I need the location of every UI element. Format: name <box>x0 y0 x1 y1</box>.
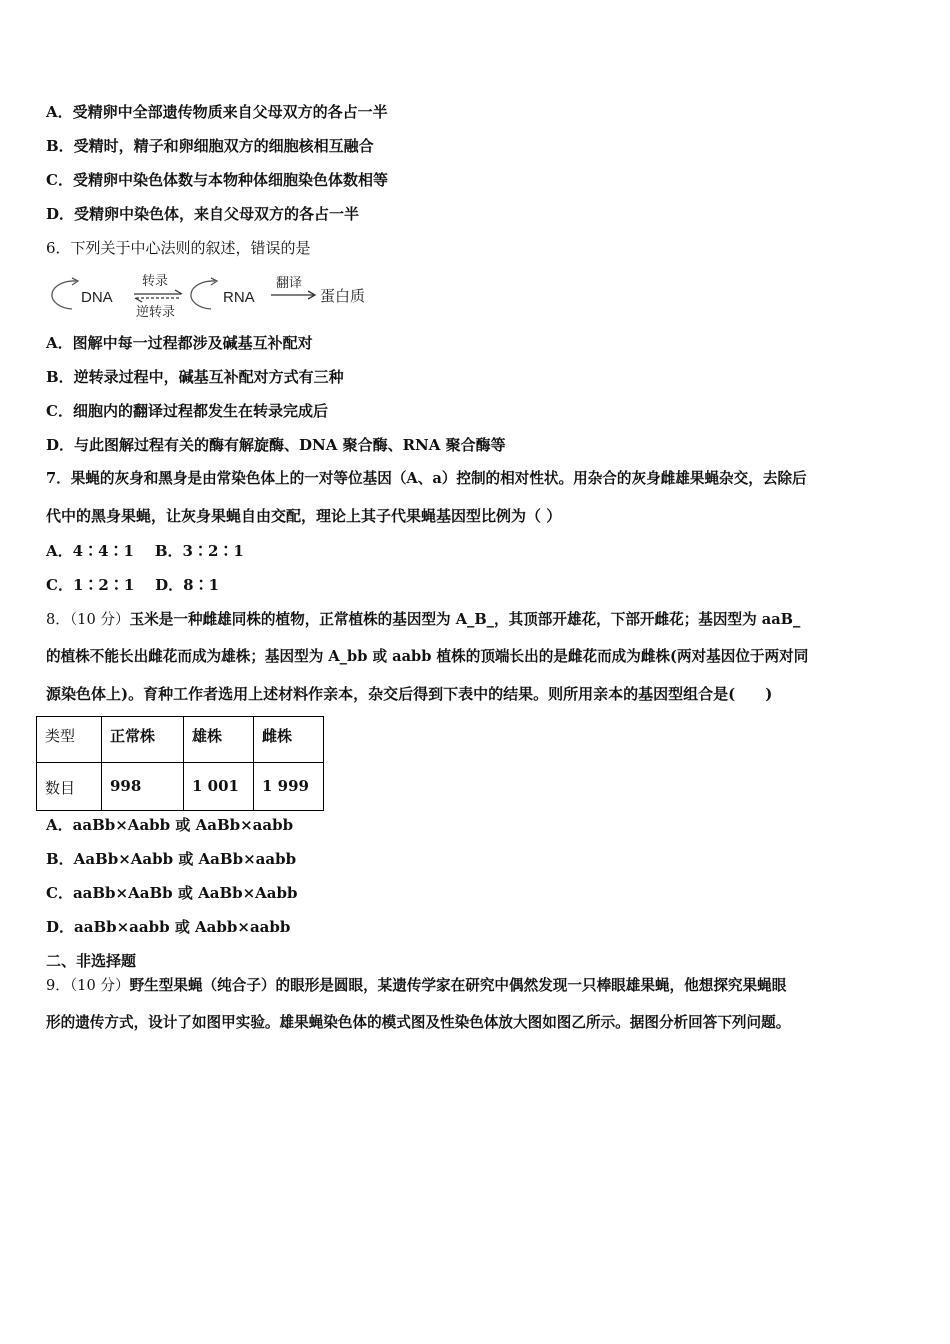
q8-option-b: B．AaBb×Aabb 或 AaBb×aabb <box>46 850 297 868</box>
dna-label: DNA <box>81 289 113 306</box>
q7-stem-line1: 7．果蝇的灰身和黑身是由常染色体上的一对等位基因（A、a）控制的相对性状。用杂合的灰身雌雄果蝇杂交，去除后 <box>46 470 807 487</box>
cell-normal-count: 998 <box>102 763 184 811</box>
table-row <box>37 763 324 811</box>
table-header-row <box>37 717 324 763</box>
q6-option-c: C．细胞内的翻译过程都发生在转录完成后 <box>46 402 328 420</box>
q6-option-b: B．逆转录过程中，碱基互补配对方式有三种 <box>46 368 344 386</box>
q9-stem-line1 <box>46 976 786 996</box>
q8-text-1: 玉米是一种雌雄同株的植物，正常植株的基因型为 A_B_，其顶部开雄花，下部开雌花；基因型为 aaB_ <box>129 611 801 628</box>
q8-stem-line1 <box>46 610 800 630</box>
q9-text-1: 野生型果蝇（纯合子）的眼形是圆眼，某遗传学家在研究中偶然发现一只棒眼雄果蝇，他想探究果蝇眼 <box>129 977 787 994</box>
q7-options-ab: A．4∶4∶1 B．3∶2∶1 <box>46 542 244 560</box>
central-dogma-diagram <box>46 270 386 322</box>
q5-option-b: B．受精时，精子和卵细胞双方的细胞核相互融合 <box>46 137 374 155</box>
q6-option-a: A．图解中每一过程都涉及碱基互补配对 <box>46 334 313 352</box>
q8-number: 8．（10 分） <box>46 611 130 628</box>
q5-option-a: A．受精卵中全部遗传物质来自父母双方的各占一半 <box>46 103 388 121</box>
cell-female-count: 1 999 <box>254 763 324 811</box>
q5-option-d: D．受精卵中染色体，来自父母双方的各占一半 <box>46 205 360 223</box>
q6-option-d: D．与此图解过程有关的酶有解旋酶、DNA 聚合酶、RNA 聚合酶等 <box>46 436 506 454</box>
section-heading: 二、非选择题 <box>46 952 137 970</box>
q7-options-cd: C．1∶2∶1 D．8∶1 <box>46 576 220 594</box>
cell-male-count: 1 001 <box>184 763 254 811</box>
protein-label: 蛋白质 <box>320 287 366 305</box>
header-male: 雄株 <box>184 717 254 763</box>
q8-stem-line3: 源染色体上)。育种工作者选用上述材料作亲本，杂交后得到下表中的结果。则所用亲本的基因型组合是( ) <box>46 685 773 703</box>
header-female: 雌株 <box>254 717 324 763</box>
q5-option-c: C．受精卵中染色体数与本物种体细胞染色体数相等 <box>46 171 388 189</box>
q8-option-d: D．aaBb×aabb 或 Aabb×aabb <box>46 918 291 936</box>
q9-number: 9．（10 分） <box>46 977 130 994</box>
transcription-label: 转录 <box>142 274 169 289</box>
q8-option-c: C．aaBb×AaBb 或 AaBb×Aabb <box>46 884 298 902</box>
cell-count-label: 数目 <box>37 763 102 811</box>
q8-option-a: A．aaBb×Aabb 或 AaBb×aabb <box>46 816 294 834</box>
header-normal: 正常株 <box>102 717 184 763</box>
q8-results-table <box>36 716 324 811</box>
q8-stem-line2: 的植株不能长出雌花而成为雄株；基因型为 A_bb 或 aabb 植株的顶端长出的是雌花而成为雌株(两对基因位于两对同 <box>46 648 809 665</box>
q7-stem-line2: 代中的黑身果蝇，让灰身果蝇自由交配，理论上其子代果蝇基因型比例为（ ） <box>46 507 562 525</box>
header-type: 类型 <box>37 717 102 763</box>
translation-label: 翻译 <box>276 276 303 291</box>
q6-stem: 6．下列关于中心法则的叙述，错误的是 <box>46 239 311 257</box>
q9-stem-line2: 形的遗传方式，设计了如图甲实验。雄果蝇染色体的模式图及性染色体放大图如图乙所示。据图分析回答下列问题。 <box>46 1014 791 1031</box>
rna-label: RNA <box>223 289 255 306</box>
reverse-transcription-label: 逆转录 <box>136 305 176 320</box>
